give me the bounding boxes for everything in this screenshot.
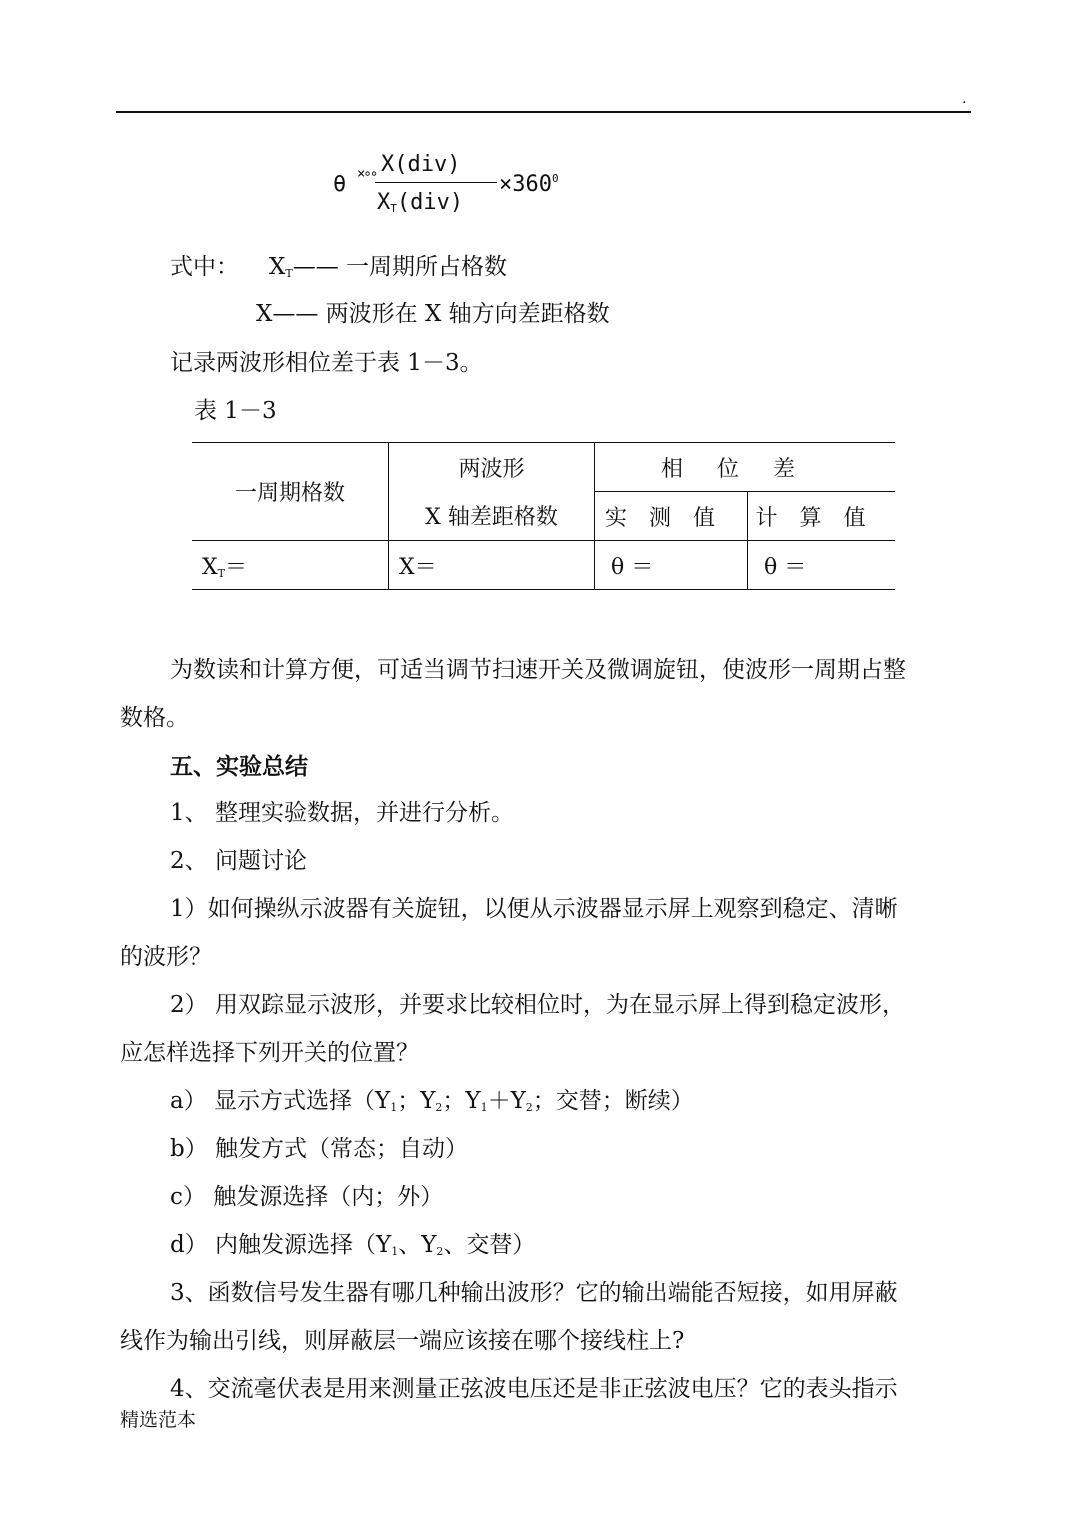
phase-difference-table (192, 442, 895, 590)
option-b: b） 触发方式（常态；自动） (170, 1136, 469, 1162)
col-measured-header: 实测值 (595, 492, 748, 541)
option-d: d） 内触发源选择（$Y_1$、$Y_2$、交替） (170, 1232, 536, 1258)
formula-theta: θ (333, 172, 347, 197)
option-c: c） 触发源选择（内；外） (170, 1184, 444, 1210)
cell-x: X＝ (389, 541, 595, 590)
fraction-bar (375, 182, 497, 183)
col-phase-header: 相位差 (595, 443, 896, 492)
question-2-line2: 应怎样选择下列开关的位置？ (120, 1040, 419, 1066)
cell-theta-computed: θ ＝ (748, 541, 896, 590)
para-adjust-line2: 数格。 (120, 705, 189, 731)
item-1: 1、 整理实验数据，并进行分析。 (170, 800, 514, 826)
item-2: 2、 问题讨论 (170, 848, 307, 874)
col-offset-header-line1: 两波形 (389, 443, 595, 492)
question-2-line1: 2） 用双踪显示波形，并要求比较相位时，为在显示屏上得到稳定波形， (170, 992, 905, 1018)
header-mark: . (962, 91, 967, 107)
formula-numerator: X(div) (381, 152, 461, 177)
col-period-divisions-header: 一周期格数 (192, 443, 389, 541)
footer-text: 精选范本 (120, 1409, 197, 1431)
definition-x: X—— 两波形在 X 轴方向差距格数 (256, 301, 610, 327)
question-1-line1: 1）如何操纵示波器有关旋钮，以便从示波器显示屏上观察到稳定、清晰 (170, 896, 898, 922)
record-instruction: 记录两波形相位差于表 1－3。 (170, 350, 483, 376)
option-a: a） 显示方式选择（$Y_1$；$Y_2$；$Y_1+Y_2$；交替；断续） (170, 1088, 694, 1114)
cell-xt: $X_T=$ (192, 541, 389, 590)
para-adjust-line1: 为数读和计算方便，可适当调节扫速开关及微调旋钮，使波形一周期占整 (170, 657, 906, 683)
question-1-line2: 的波形？ (120, 944, 212, 970)
col-offset-header-line2: X 轴差距格数 (389, 492, 595, 541)
item-3-line2: 线作为输出引线，则屏蔽层一端应该接在哪个接线柱上? (120, 1328, 685, 1354)
header-rule (116, 111, 971, 113)
formula-garbled-glyph: ×∘∘ (357, 166, 377, 182)
cell-theta-measured: θ ＝ (595, 541, 748, 590)
section-title: 五、实验总结 (170, 753, 308, 780)
definition-xt: 式中： $X_T——$ 一周期所占格数 (170, 254, 508, 280)
item-4-line1: 4、交流毫伏表是用来测量正弦波电压还是非正弦波电压？它的表头指示 (170, 1376, 898, 1402)
formula-multiplier: $\times 360^0$ (499, 172, 559, 197)
item-3-line1: 3、函数信号发生器有哪几种输出波形？它的输出端能否短接，如用屏蔽 (170, 1280, 898, 1306)
col-computed-header: 计算值 (748, 492, 896, 541)
table-caption: 表 1－3 (194, 398, 277, 424)
formula-denominator: $X_T(div)$ (377, 190, 464, 215)
